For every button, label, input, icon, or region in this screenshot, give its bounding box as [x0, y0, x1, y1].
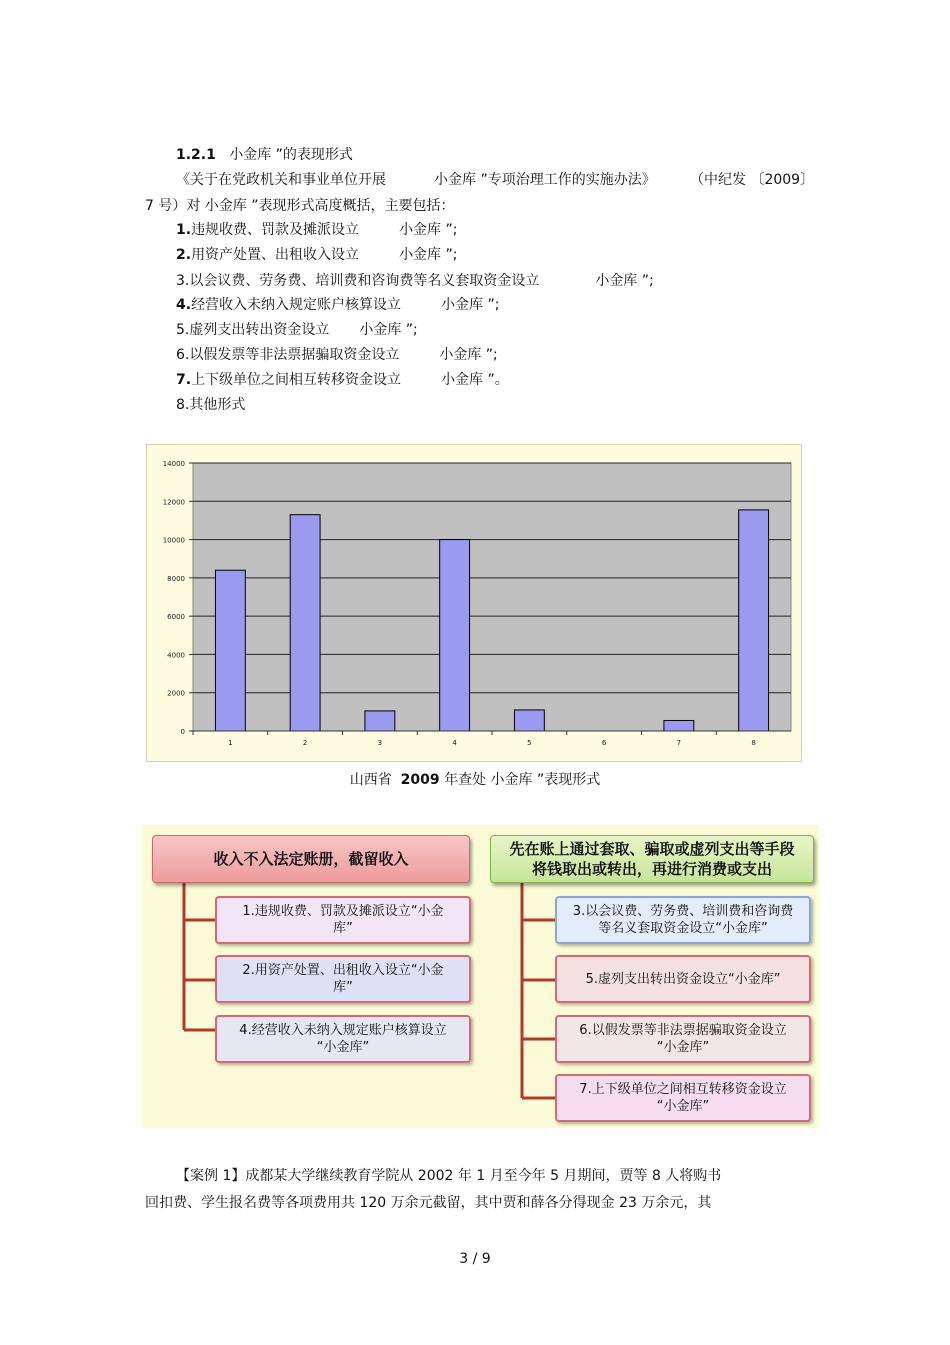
intro-line-1b: 小金库 ”专项治理工作的实施办法》: [434, 172, 656, 188]
bar-chart: [146, 444, 802, 762]
bar: [664, 720, 694, 731]
right-category-header: 先在账上通过套取、骗取或虚列支出等手段 将钱取出或转出，再进行消费或支出: [490, 835, 814, 883]
page-number: 3 / 9: [459, 1251, 491, 1267]
intro-line-1c: （中纪发 〔2009〕: [690, 172, 815, 188]
list-item: 2.用资产处置、出租收入设立 小金库 ”;: [176, 247, 458, 263]
bar: [215, 570, 245, 731]
bar: [365, 711, 395, 731]
intro-line-2: 7 号）对 小金库 ”表现形式高度概括，主要包括：: [145, 198, 455, 214]
y-tick-label: 12000: [162, 498, 185, 507]
x-tick-label: 7: [676, 739, 682, 747]
x-tick-label: 5: [527, 739, 532, 747]
list-item: 7.上下级单位之间相互转移资金设立 小金库 ”。: [176, 372, 509, 388]
y-tick-label: 6000: [167, 613, 185, 622]
y-tick-label: 0: [180, 728, 185, 736]
left-category-header: 收入不入法定账册，截留收入: [152, 835, 470, 883]
case-line-1: 【案例 1】成都某大学继续教育学院从 2002 年 1 月至今年 5 月期间，贾等 8 人将购书: [176, 1168, 722, 1184]
heading-text: 小金库 ”的表现形式: [229, 147, 353, 163]
bar: [290, 515, 320, 731]
x-tick-label: 4: [452, 739, 457, 747]
bar: [514, 710, 544, 731]
y-tick-label: 10000: [162, 536, 185, 545]
list-item: 3.以会议费、劳务费、培训费和咨询费等名义套取资金设立 小金库 ”;: [176, 273, 654, 289]
y-tick-label: 14000: [162, 460, 185, 468]
diagram-item-2: 2.用资产处置、出租收入设立“小金 库”: [215, 955, 471, 1003]
bar: [739, 510, 769, 731]
bar: [440, 540, 470, 731]
x-tick-label: 8: [751, 739, 756, 747]
diagram-item-3: 3.以会议费、劳务费、培训费和咨询费 等名义套取资金设立“小金库”: [555, 896, 811, 944]
diagram-item-5: 5.虚列支出转出资金设立“小金库”: [555, 955, 811, 1003]
section-heading: [176, 146, 353, 164]
heading-number: 1.2.1: [176, 147, 216, 163]
list-item: 4.经营收入未纳入规定账户核算设立 小金库 ”;: [176, 297, 500, 313]
diagram-item-7: 7.上下级单位之间相互转移资金设立 “小金库”: [555, 1074, 811, 1122]
diagram-item-1: 1.违规收费、罚款及摊派设立“小金 库”: [215, 896, 471, 944]
y-tick-label: 4000: [167, 651, 185, 660]
intro-line-1a: 《关于在党政机关和事业单位开展: [176, 172, 386, 188]
classification-diagram: [142, 825, 819, 1128]
chart-caption: 山西省 2009 年查处 小金库 ”表现形式: [349, 772, 601, 788]
list-item: 1.违规收费、罚款及摊派设立 小金库 ”;: [176, 222, 458, 238]
list-item: 6.以假发票等非法票据骗取资金设立 小金库 ”;: [176, 347, 498, 363]
list-item: 8.其他形式: [176, 397, 246, 413]
case-line-2: 回扣费、学生报名费等各项费用共 120 万余元截留，其中贾和薛各分得现金 23 万余元，其: [145, 1195, 712, 1211]
diagram-item-6: 6.以假发票等非法票据骗取资金设立 “小金库”: [555, 1015, 811, 1063]
y-tick-label: 2000: [167, 689, 185, 698]
plot-area: [193, 463, 791, 731]
x-tick-label: 2: [302, 739, 308, 747]
x-tick-label: 6: [601, 739, 607, 747]
list-item: 5.虚列支出转出资金设立 小金库 ”;: [176, 322, 418, 338]
bar-chart-svg: [147, 445, 801, 761]
x-tick-label: 1: [228, 739, 233, 747]
x-tick-label: 3: [377, 739, 383, 747]
y-tick-label: 8000: [167, 574, 185, 583]
diagram-item-4: 4.经营收入未纳入规定账户核算设立 “小金库”: [215, 1015, 471, 1063]
